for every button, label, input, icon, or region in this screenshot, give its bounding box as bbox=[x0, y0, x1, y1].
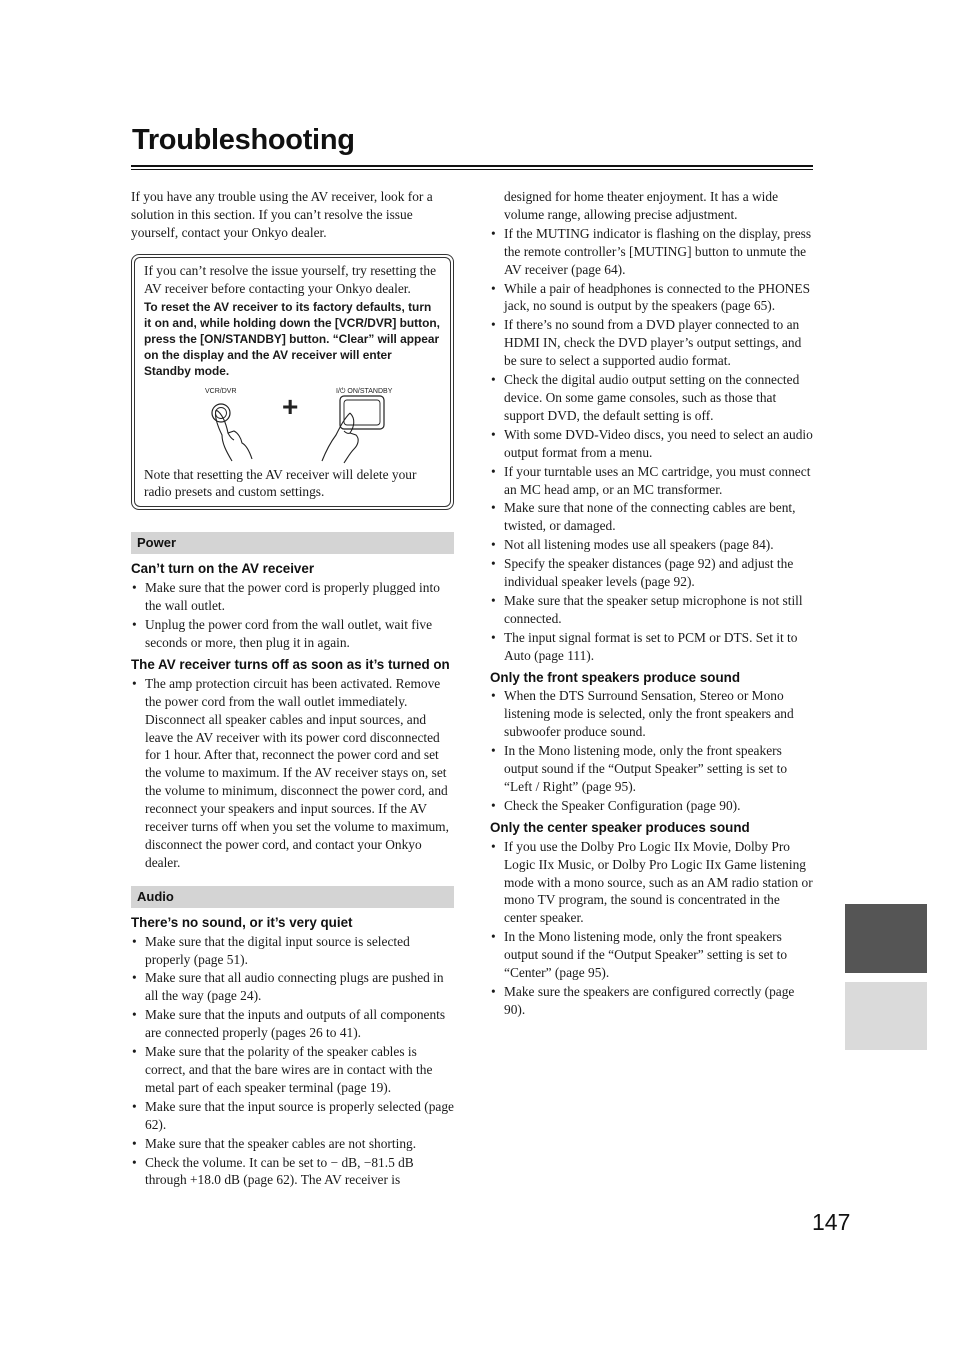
list-item: • Not all listening modes use all speakers (page 84). bbox=[490, 536, 814, 554]
chapter-tab-active bbox=[845, 904, 927, 973]
list-item: • Check the digital audio output setting on the connected device. On some game consoles, such as those that support DVD, the default setting is off. bbox=[490, 371, 814, 425]
audio-sub1-list bbox=[131, 933, 454, 1190]
audio-sub3-list bbox=[490, 838, 814, 1019]
section-audio: Audio bbox=[131, 886, 454, 908]
list-item: • Make sure that the inputs and outputs of all components are connected properly (pages 26 to 41). bbox=[131, 1006, 454, 1042]
list-item: • Make sure that the power cord is properly plugged into the wall outlet. bbox=[131, 579, 454, 615]
reset-note-text: If you can’t resolve the issue yourself, try resetting the AV receiver before contacting your Onkyo dealer. bbox=[144, 262, 437, 296]
list-item: • The input signal format is set to PCM or DTS. Set it to Auto (page 111). bbox=[490, 629, 814, 665]
intro-paragraph: If you have any trouble using the AV receiver, look for a solution in this section. If you can’t resolve the issue yourself, contact your Onkyo dealer. bbox=[131, 189, 433, 240]
list-item: • If the MUTING indicator is flashing on the display, press the remote controller’s [MUTING] button to unmute the AV receiver (page 64). bbox=[490, 225, 814, 279]
page-title: Troubleshooting bbox=[132, 124, 355, 156]
hand-press-drawing bbox=[144, 383, 448, 466]
right-column bbox=[490, 188, 814, 1020]
list-item: • If your turntable uses an MC cartridge, you must connect an MC head amp, or an MC transformer. bbox=[490, 463, 814, 499]
vcr-dvr-label: VCR/DVR bbox=[205, 387, 237, 395]
list-item: • With some DVD-Video discs, you need to select an audio output format from a menu. bbox=[490, 426, 814, 462]
reset-note-inner bbox=[134, 257, 451, 508]
reset-illustration bbox=[144, 383, 441, 466]
list-item: • Unplug the power cord from the wall outlet, wait five seconds or more, then plug it in again. bbox=[131, 616, 454, 652]
list-item: • Make sure that the input source is properly selected (page 62). bbox=[131, 1098, 454, 1134]
left-column bbox=[131, 188, 454, 1190]
page-number: 147 bbox=[812, 1209, 851, 1235]
chapter-tab bbox=[845, 982, 927, 1050]
reset-warning-text: Note that resetting the AV receiver will delete your radio presets and custom settings. bbox=[144, 466, 417, 500]
on-standby-label: I/⏻ ON/STANDBY bbox=[336, 387, 393, 395]
list-item: • Make sure that the speaker setup microphone is not still connected. bbox=[490, 592, 814, 628]
list-item: • When the DTS Surround Sensation, Stereo or Mono listening mode is selected, only the front speakers and subwoofer produce sound. bbox=[490, 687, 814, 741]
plus-icon: + bbox=[282, 390, 299, 422]
list-item: • Check the volume. It can be set to − dB, −81.5 dB through +18.0 dB (page 62). The AV receiver is bbox=[131, 1154, 454, 1190]
reset-note-box bbox=[131, 254, 454, 511]
power-sub2-list bbox=[131, 675, 454, 872]
list-item: • Make sure that the polarity of the speaker cables is correct, and that the bare wires are in contact with the metal part of each speaker terminal (page 19). bbox=[131, 1043, 454, 1097]
list-item: • If you use the Dolby Pro Logic IIx Movie, Dolby Pro Logic IIx Music, or Dolby Pro Logic IIx Game listening mode with a mono source, such as an AM radio station or mono TV program, the sound is concentrated in the center speaker. bbox=[490, 838, 814, 928]
section-power: Power bbox=[131, 532, 454, 554]
list-item: • Make sure the speakers are configured correctly (page 90). bbox=[490, 983, 814, 1019]
list-item: • In the Mono listening mode, only the front speakers output sound if the “Output Speaker” setting is set to “Left / Right” (page 95). bbox=[490, 742, 814, 796]
list-item: • In the Mono listening mode, only the front speakers output sound if the “Output Speaker” setting is set to “Center” (page 95). bbox=[490, 928, 814, 982]
list-item: • Make sure that none of the connecting cables are bent, twisted, or damaged. bbox=[490, 499, 814, 535]
list-item: • The amp protection circuit has been activated. Remove the power cord from the wall outlet immediately. Disconnect all speaker cables and input sources, and leave the AV receiver with its power cord disconnected for 1 hour. After that, reconnect the power cord and set the volume to maximum. If the AV receiver stays on, set the volume to minimum, disconnect the power cord, and reconnect your speakers and input sources. If the AV receiver turns off when you set the volume to maximum, disconnect the power cord, and contact your Onkyo dealer. bbox=[131, 675, 454, 872]
list-item: • Specify the speaker distances (page 92) and adjust the individual speaker levels (page 92). bbox=[490, 555, 814, 591]
audio-sub1-list-continued bbox=[490, 225, 814, 665]
audio-sub2-list bbox=[490, 687, 814, 814]
list-item: • Make sure that all audio connecting plugs are pushed in all the way (page 24). bbox=[131, 969, 454, 1005]
audio-sub2-title: Only the front speakers produce sound bbox=[490, 669, 741, 685]
audio-sub3-title: Only the center speaker produces sound bbox=[490, 819, 750, 835]
list-item: • While a pair of headphones is connected to the PHONES jack, no sound is output by the speakers (page 65). bbox=[490, 280, 814, 316]
title-rule bbox=[131, 165, 813, 170]
list-item: • Make sure that the speaker cables are not shorting. bbox=[131, 1135, 454, 1153]
power-sub1-list bbox=[131, 579, 454, 652]
power-sub1-title: Can’t turn on the AV receiver bbox=[131, 561, 315, 577]
list-item: • Check the Speaker Configuration (page 90). bbox=[490, 797, 814, 815]
list-item-continuation: designed for home theater enjoyment. It has a wide volume range, allowing precise adjustment. bbox=[504, 189, 779, 222]
list-item: • If there’s no sound from a DVD player connected to an HDMI IN, check the DVD player’s output settings, and be sure to select a supported audio format. bbox=[490, 316, 814, 370]
list-item: • Make sure that the digital input source is selected properly (page 51). bbox=[131, 933, 454, 969]
power-sub2-title: The AV receiver turns off as soon as it’s turned on bbox=[131, 656, 450, 672]
reset-instructions: To reset the AV receiver to its factory defaults, turn it on and, while holding down the [VCR/DVR] button, press the [ON/STANDBY] button. “Clear” will appear on the display and the AV receiver will enter Standby mode. bbox=[144, 299, 440, 378]
audio-sub1-title: There’s no sound, or it’s very quiet bbox=[131, 914, 353, 930]
